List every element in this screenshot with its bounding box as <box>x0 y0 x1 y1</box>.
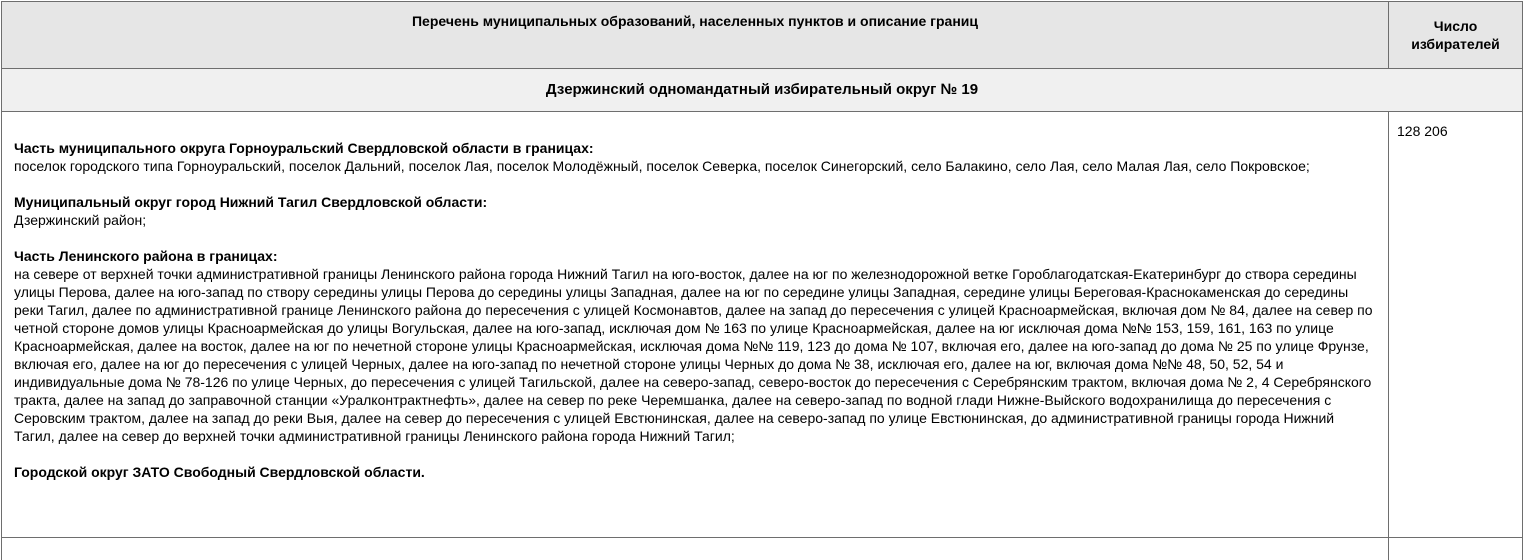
section-text: на севере от верхней точки административной границы Ленинского района города Нижний Тагил на юго-восток, далее на юг по железнодорожной ветке Гороблагодатская-Екатеринбург до створа середины улицы Перова, далее на юго-запад по створу середины улицы Перова до середины улицы Западная, далее на юг по середине улицы Западная, середине улицы Береговая-Краснокаменская до середины реки Тагил, далее по административной границе Ленинского района до пересечения с улицей Космонавтов, далее на запад до пересечения с улицей Красноармейская, включая дом № 84, далее на север по четной стороне домов улицы Красноармейская до улицы Вогульская, далее на юго-запад, исключая дом № 163 по улице Красноармейская, далее на юг исключая дома №№ 153, 159, 161, 163 по улице Красноармейская, далее на восток, далее на юг по нечетной стороне улицы Красноармейская, исключая дома №№ 119, 123 до дома № 107, включая его, далее на юго-запад до дома № 25 по улице Фрунзе, включая его, далее на юг до пересечения с улицей Черных, далее на юго-запад по нечетной стороне улицы Черных до дома № 38, исключая его, далее на юг, включая дома №№ 48, 50, 52, 54 и индивидуальные дома № 78-126 по улице Черных, до пересечения с улицей Тагильской, далее на северо-запад, северо-восток до пересечения с Серебрянским трактом, включая дома № 2, 4 Серебрянского тракта, далее на запад до заправочной станции «Уралконтрактнефть», далее на север по реке Черемшанка, далее на северо-запад по водной глади Нижне-Выйского водохранилища до пересечения с Серовским трактом, далее на запад до реки Выя, далее на север до пересечения с улицей Евстюнинская, далее на северо-запад по улице Евстюнинская, до административной границы города Нижний Тагил, далее на север до верхней точки административной границы Ленинского района города Нижний Тагил; <box>14 265 1374 445</box>
section-zato-svobodny <box>14 463 1374 481</box>
section-text: Дзержинский район; <box>14 211 1374 229</box>
section-text: поселок городского типа Горноуральский, поселок Дальний, поселок Лая, поселок Молодёжный, поселок Северка, поселок Синегорский, село Балакино, село Лая, село Малая Лая, село Покровское; <box>14 157 1374 175</box>
section-title: Часть муниципального округа Горноуральский Свердловской области в границах: <box>14 139 1374 157</box>
next-row-description-cell <box>2 538 1389 560</box>
voters-count-cell: 128 206 <box>1389 112 1523 538</box>
header-voters-cell: Число избирателей <box>1389 2 1523 69</box>
next-row-partial <box>2 538 1523 560</box>
section-leninsky-district <box>14 247 1374 445</box>
constituency-table <box>1 1 1523 560</box>
next-row-voters-cell <box>1389 538 1523 560</box>
header-description-cell: Перечень муниципальных образований, населенных пунктов и описание границ <box>2 2 1389 69</box>
table-header-row <box>2 2 1523 69</box>
section-gornouralsky <box>14 139 1374 175</box>
district-body-row <box>2 112 1523 538</box>
district-title: Дзержинский одномандатный избирательный округ № 19 <box>2 69 1523 112</box>
section-nizhny-tagil <box>14 193 1374 229</box>
section-title: Городской округ ЗАТО Свободный Свердловской области. <box>14 463 1374 481</box>
boundary-description-cell <box>2 112 1389 538</box>
section-title: Муниципальный округ город Нижний Тагил Свердловской области: <box>14 193 1374 211</box>
section-title: Часть Ленинского района в границах: <box>14 247 1374 265</box>
district-heading-row <box>2 69 1523 112</box>
